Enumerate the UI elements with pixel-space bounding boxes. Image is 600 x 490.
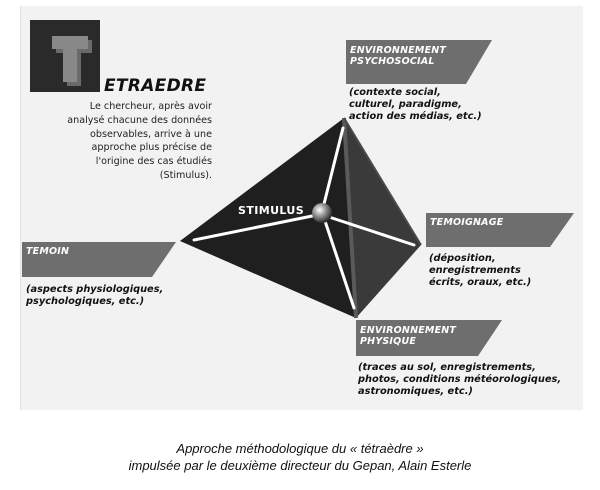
- desc-line: astronomiques, etc.): [358, 385, 473, 397]
- label-env-physique: [360, 325, 456, 347]
- desc-line: culturel, paradigme,: [349, 98, 462, 110]
- diagram-title: ETRAEDRE: [104, 76, 207, 96]
- desc-line: psychologiques, etc.): [26, 295, 145, 307]
- desc-line: photos, conditions météorologiques,: [358, 373, 562, 385]
- desc-temoignage: [429, 253, 531, 288]
- desc-line: action des médias, etc.): [349, 110, 482, 122]
- t-letter-icon: [30, 20, 100, 92]
- stimulus-label: STIMULUS: [238, 204, 305, 217]
- desc-env-psycho: [349, 87, 482, 122]
- desc-line: (déposition,: [429, 253, 496, 264]
- caption-line: impulsée par le deuxième directeur du Gepan, Alain Esterle: [128, 458, 472, 473]
- desc-line: (traces au sol, enregistrements,: [358, 362, 536, 373]
- desc-line: (aspects physiologiques,: [26, 284, 164, 295]
- label-line: ENVIRONNEMENT: [360, 325, 457, 336]
- label-line: ENVIRONNEMENT: [350, 45, 447, 56]
- desc-env-physique: [358, 362, 561, 397]
- label-temoignage: [430, 217, 503, 228]
- label-temoin: [26, 246, 69, 257]
- t-logo: [30, 20, 100, 92]
- desc-line: enregistrements: [429, 264, 521, 276]
- intro-text: Le chercheur, après avoir analysé chacune des données observables, arrive à une approche plus précise de l'origine des cas étudiés (Stimulus).: [67, 101, 212, 181]
- label-line: PSYCHOSOCIAL: [350, 56, 435, 67]
- label-line: TEMOIN: [26, 246, 70, 257]
- desc-line: écrits, oraux, etc.): [429, 276, 532, 288]
- label-env-psycho: [350, 45, 446, 67]
- figure-caption: [0, 440, 600, 474]
- label-line: PHYSIQUE: [360, 336, 417, 347]
- label-line: TEMOIGNAGE: [430, 217, 504, 228]
- desc-line: (contexte social,: [349, 87, 441, 98]
- desc-temoin: [26, 284, 163, 308]
- stimulus-sphere: [312, 203, 332, 223]
- caption-line: Approche méthodologique du « tétraèdre »: [176, 441, 424, 456]
